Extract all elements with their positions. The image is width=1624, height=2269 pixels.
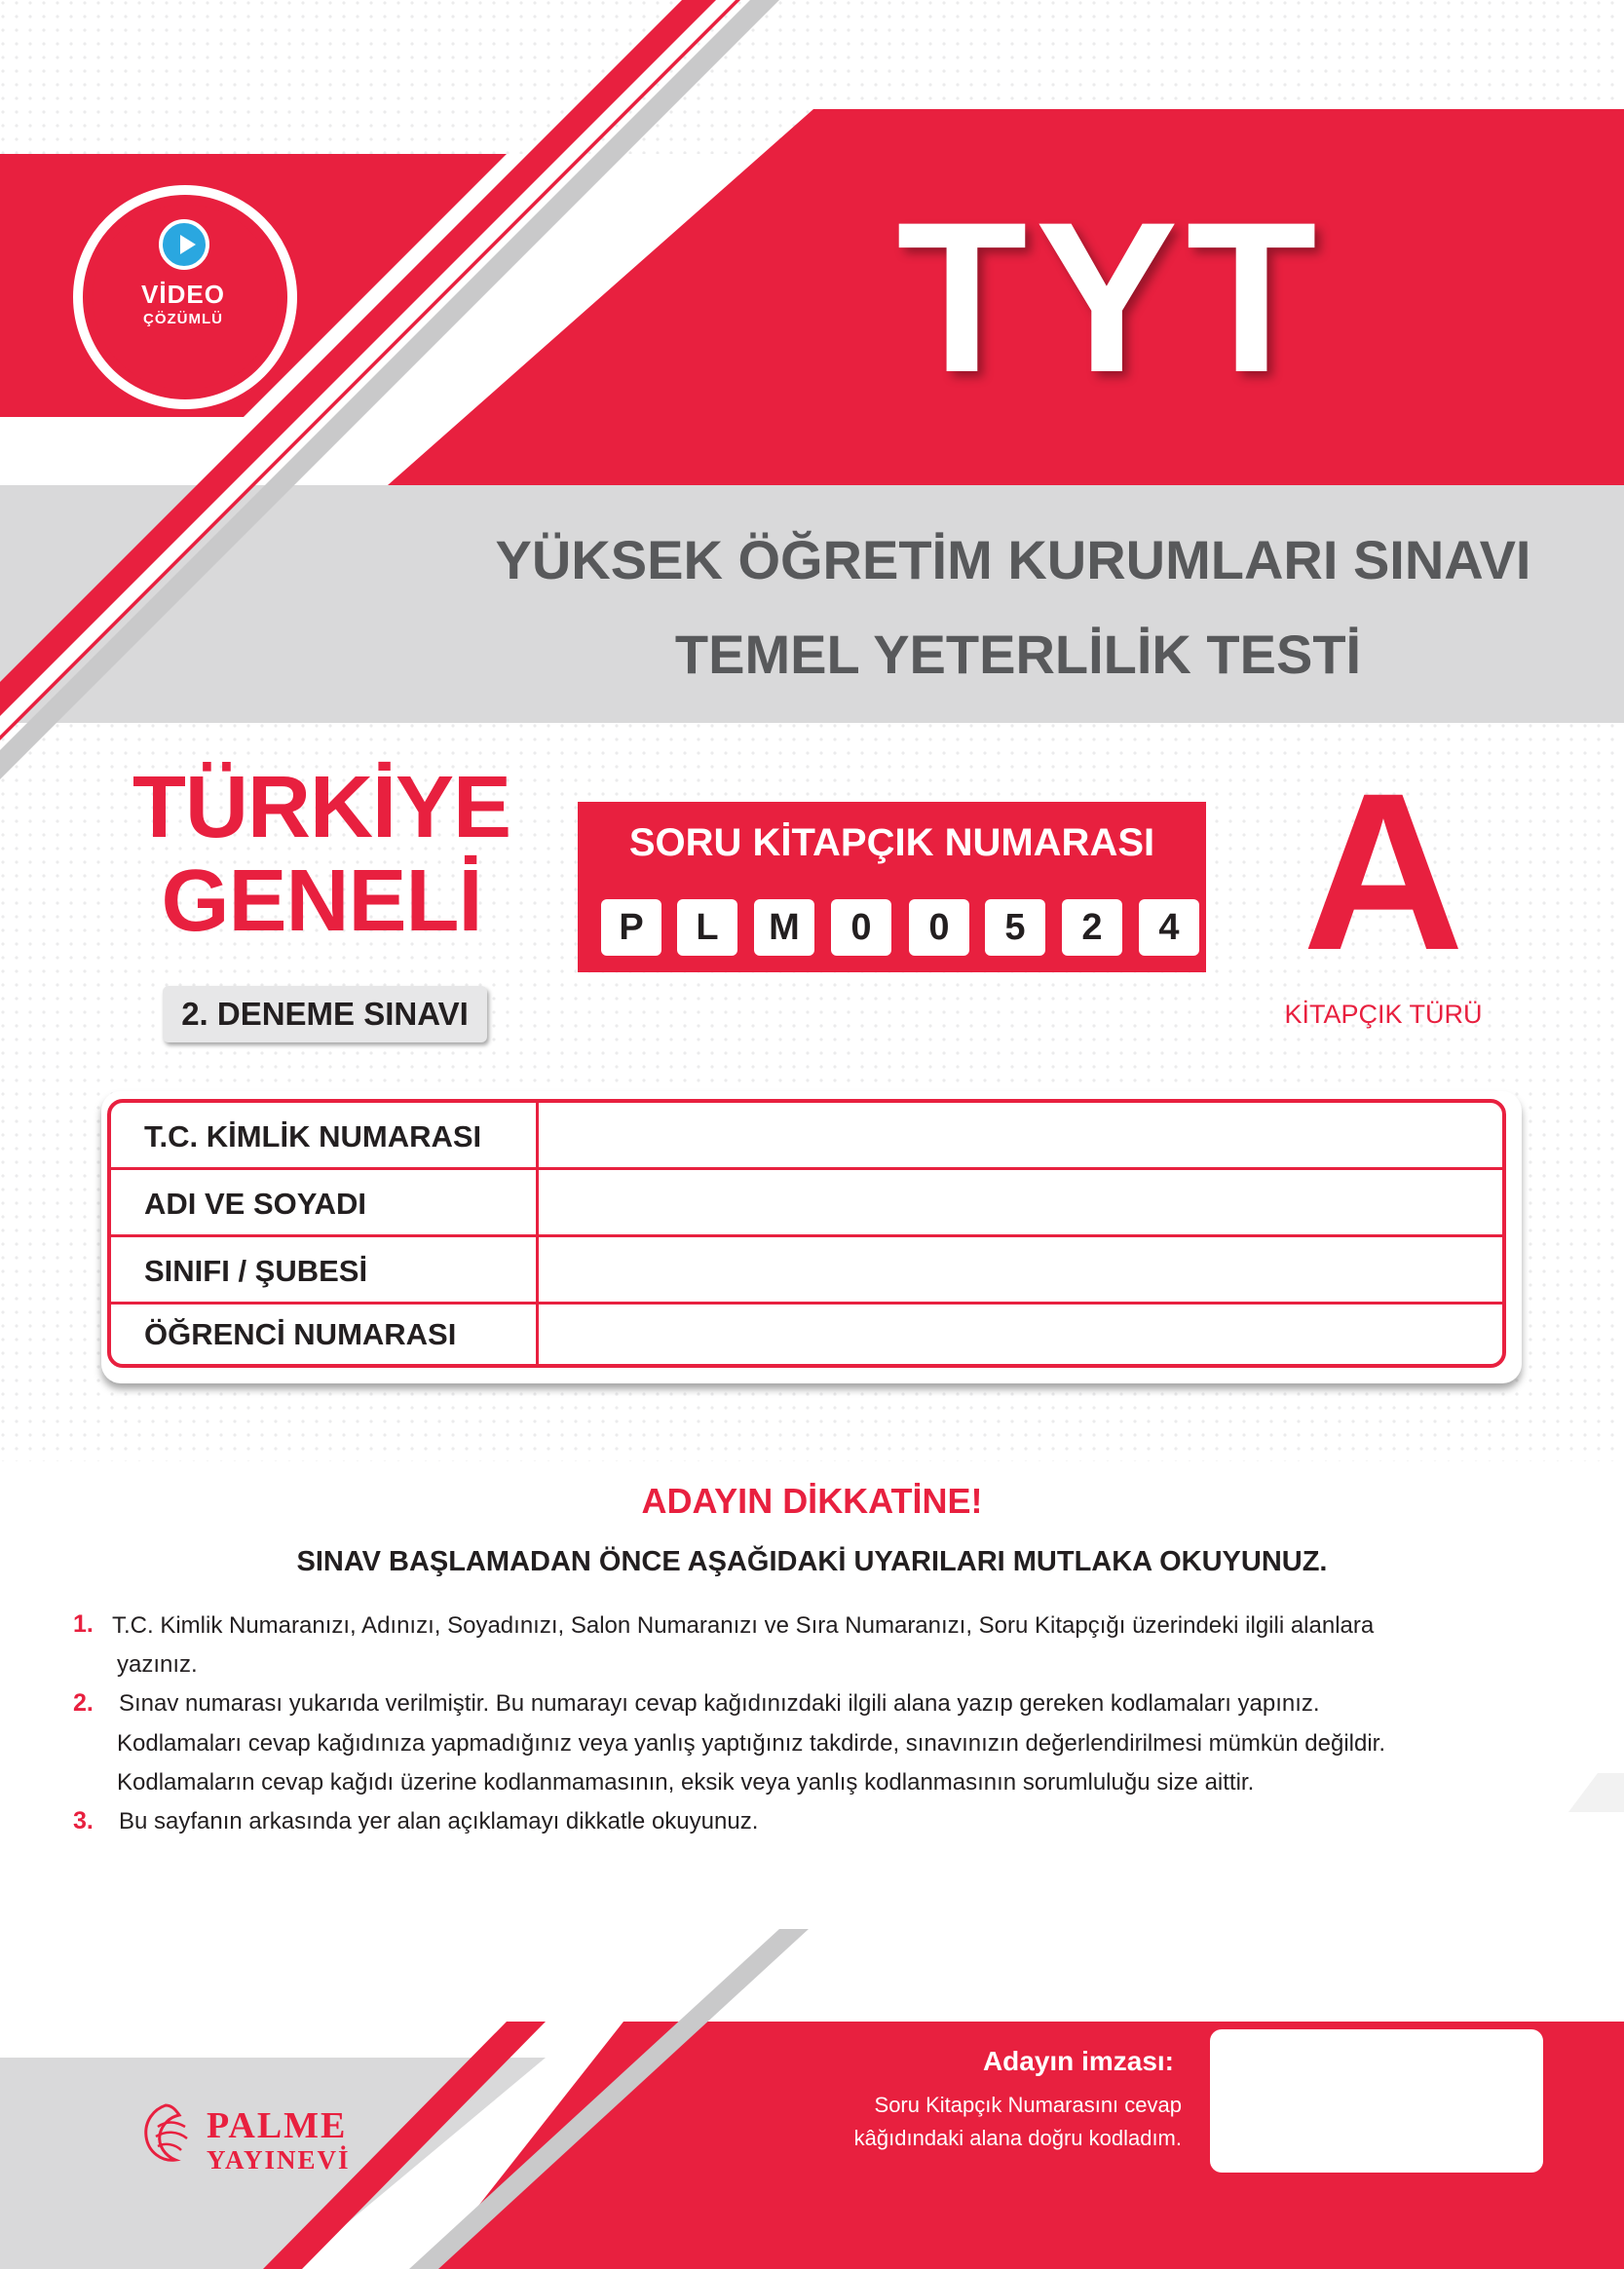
student-info-form — [107, 1099, 1506, 1368]
info-row-tc[interactable] — [111, 1103, 1502, 1170]
booklet-number-panel — [578, 802, 1206, 972]
video-sublabel: ÇÖZÜMLÜ — [143, 311, 223, 327]
turkiye-label: TÜRKİYE — [132, 759, 511, 856]
exam-number-badge: 2. DENEME SINAVI — [163, 986, 487, 1042]
info-label: ADI VE SOYADI — [144, 1187, 366, 1221]
subtitle-line-2: TEMEL YETERLİLİK TESTİ — [674, 624, 1362, 685]
notice-title: ADAYIN DİKKATİNE! — [641, 1481, 983, 1521]
info-row-class[interactable] — [111, 1237, 1502, 1305]
palme-bird-logo — [136, 2099, 195, 2168]
booklet-digit: 5 — [985, 899, 1045, 956]
publisher-sub: YAYINEVİ — [207, 2145, 351, 2174]
info-row-name[interactable] — [111, 1170, 1502, 1237]
booklet-type-letter: A — [1302, 746, 1465, 997]
notice-item-number: 2. — [73, 1689, 94, 1717]
video-label: VİDEO — [141, 280, 225, 309]
notice-item-text: Sınav numarası yukarıda verilmiştir. Bu numarayı cevap kağıdınızdaki ilgili alana yazıp gereken kodlamaları yapınız. — [119, 1690, 1320, 1717]
booklet-digit: 2 — [1062, 899, 1122, 956]
booklet-digit: 0 — [909, 899, 969, 956]
signature-field[interactable] — [1210, 2029, 1543, 2173]
geneli-label: GENELİ — [161, 852, 482, 950]
booklet-number-title: SORU KİTAPÇIK NUMARASI — [628, 821, 1155, 864]
publisher-name: PALME — [207, 2105, 348, 2146]
notice-item-text: Kodlamaların cevap kağıdı üzerine kodlanmamasının, eksik veya yanlış kodlanmasının sorumluluğu size aittir. — [117, 1769, 1255, 1796]
footer-accent — [1568, 1773, 1624, 1812]
info-row-student-number[interactable] — [111, 1301, 1502, 1368]
play-icon — [159, 219, 209, 270]
notice-item-text: Bu sayfanın arkasında yer alan açıklamayı dikkatle okuyunuz. — [119, 1808, 759, 1834]
info-divider — [536, 1103, 539, 1364]
booklet-digit: L — [677, 899, 737, 956]
signature-note-line2: kâğıdındaki alana doğru kodladım. — [853, 2126, 1182, 2150]
video-solution-badge[interactable] — [76, 190, 290, 404]
booklet-type-label: KİTAPÇIK TÜRÜ — [1284, 1000, 1483, 1029]
booklet-digit: 0 — [831, 899, 891, 956]
notice-item-number: 3. — [73, 1807, 94, 1834]
notice-item-text: Kodlamaları cevap kağıdınıza yapmadığınız veya yanlış yaptığınız takdirde, sınavınızın değerlendirilmesi mümkün değildir. — [117, 1730, 1386, 1757]
info-label: ÖĞRENCİ NUMARASI — [144, 1317, 457, 1351]
signature-title: Adayın imzası: — [982, 2046, 1174, 2076]
info-label: SINIFI / ŞUBESİ — [144, 1254, 368, 1288]
notice-item-number: 1. — [73, 1610, 94, 1638]
info-label: T.C. KİMLİK NUMARASI — [144, 1119, 482, 1153]
booklet-digit: 4 — [1139, 899, 1199, 956]
notice-item-text: yazınız. — [117, 1651, 198, 1678]
booklet-digit: M — [754, 899, 814, 956]
exam-title: TYT — [896, 177, 1325, 417]
signature-note-line1: Soru Kitapçık Numarasını cevap — [874, 2093, 1182, 2117]
notice-subtitle: SINAV BAŞLAMADAN ÖNCE AŞAĞIDAKİ UYARILARI MUTLAKA OKUYUNUZ. — [296, 1546, 1328, 1577]
booklet-digit: P — [601, 899, 661, 956]
notice-item-text: T.C. Kimlik Numaranızı, Adınızı, Soyadınızı, Salon Numaranızı ve Sıra Numaranızı, Soru Kitapçığı üzerindeki ilgili alanlara — [112, 1612, 1375, 1639]
subtitle-line-1: YÜKSEK ÖĞRETİM KURUMLARI SINAVI — [495, 529, 1531, 590]
